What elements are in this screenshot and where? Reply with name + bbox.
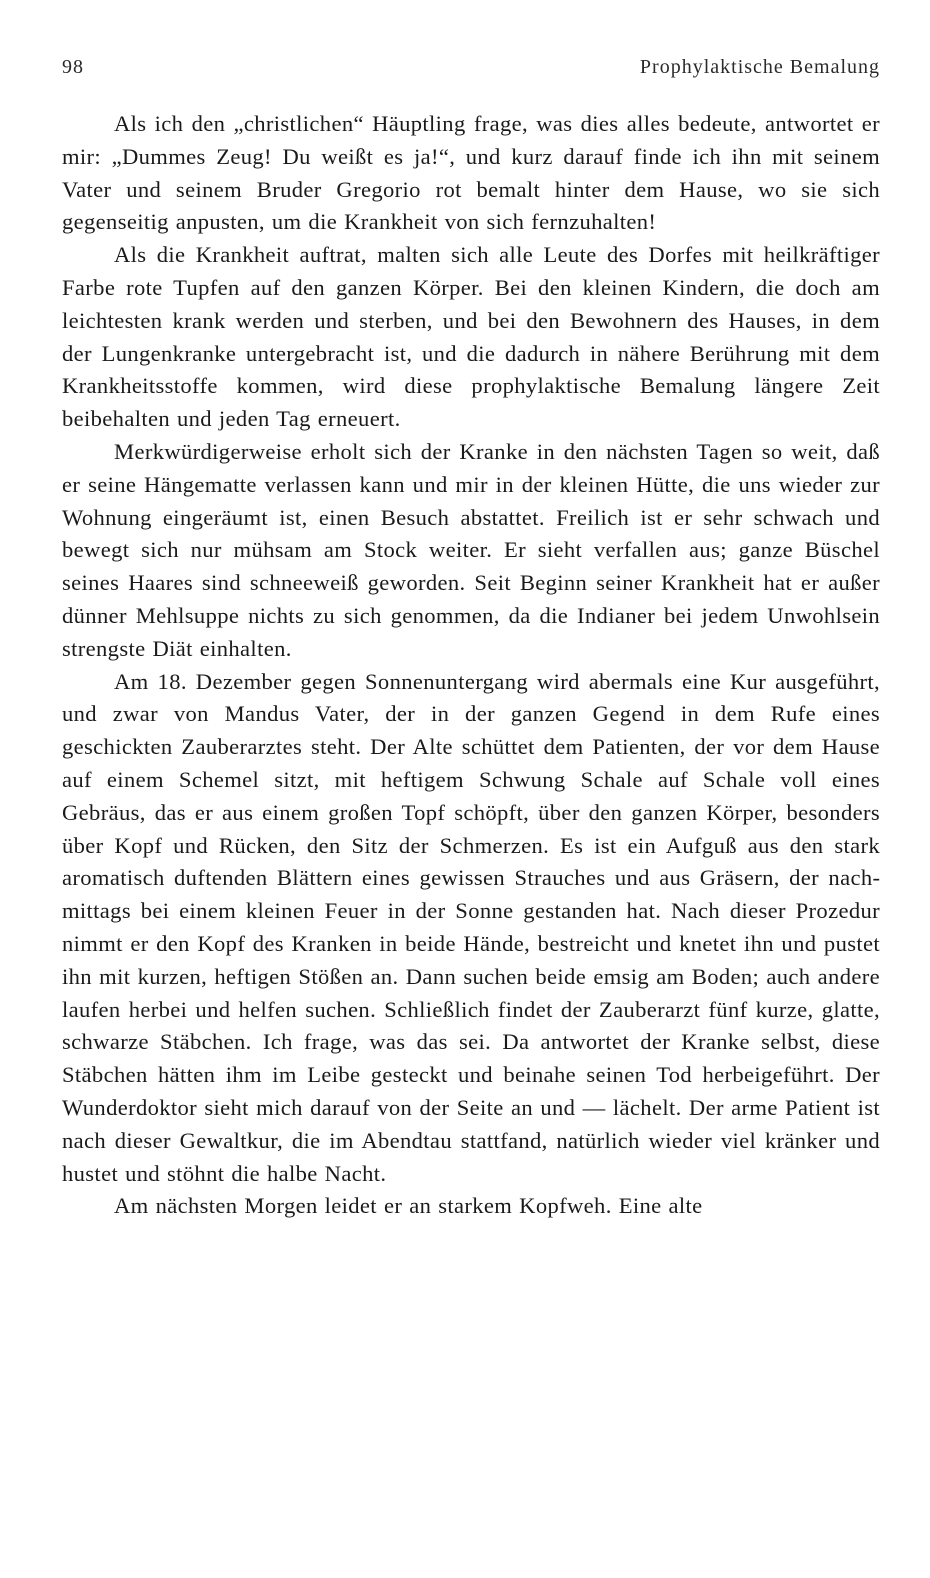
body-text bbox=[62, 108, 880, 1223]
paragraph-3: Merkwürdigerweise erholt sich der Kranke in den nächsten Tagen so weit, daß er seine Hängematte verlassen kann und mir in der kleinen Hütte, die uns wieder zur Wohnung eingeräumt ist, einen Besuch abstattet. Freilich ist er sehr schwach und bewegt sich nur mühsam am Stock weiter. Er sieht verfallen aus; ganze Büschel seines Haares sind schneeweiß geworden. Seit Beginn seiner Krankheit hat er außer dünner Mehlsuppe nichts zu sich genommen, da die Indianer bei jedem Unwohlsein strengste Diät einhalten. bbox=[62, 438, 880, 661]
book-page bbox=[62, 56, 880, 1223]
running-header bbox=[62, 56, 880, 100]
running-title: Prophylaktische Bemalung bbox=[639, 56, 880, 78]
paragraph-5: Am nächsten Morgen leidet er an starkem Kopfweh. Eine alte bbox=[114, 1193, 703, 1219]
paragraph-4: Am 18. Dezember gegen Sonnenuntergang wird abermals eine Kur ausgeführt, und zwar von Mandus Vater, der in der ganzen Gegend in dem Rufe eines geschickten Zauberarztes steht. Der Alte schüttet dem Patienten, der vor dem Hause auf einem Schemel sitzt, mit heftigem Schwung Schale auf Schale voll eines Gebräus, das er aus einem großen Topf schöpft, über den ganzen Körper, besonders über Kopf und Rücken, den Sitz der Schmerzen. Es ist ein Aufguß aus den stark aromatisch duftenden Blättern eines gewissen Strauches und aus Gräsern, der nachmittags bei einem kleinen Feuer in der Sonne gestanden hat. Nach dieser Prozedur nimmt er den Kopf des Kranken in beide Hände, bestreicht und knetet ihn und pustet ihn mit kurzen, heftigen Stößen an. Dann suchen beide emsig am Boden; auch andere laufen herbei und helfen suchen. Schließlich findet der Zauberarzt fünf kurze, glatte, schwarze Stäbchen. Ich frage, was das sei. Da antwortet der Kranke selbst, diese Stäbchen hätten ihm im Leibe gesteckt und beinahe seinen Tod herbeigeführt. Der Wunderdoktor sieht mich darauf von der Seite an und — lächelt. Der arme Patient ist nach dieser Gewaltkur, die im Abendtau stattfand, natürlich wieder viel kränker und hustet und stöhnt die halbe Nacht. bbox=[62, 668, 880, 1186]
page-number: 98 bbox=[62, 56, 84, 78]
paragraph-2: Als die Krankheit auftrat, malten sich alle Leute des Dorfes mit heilkräftiger Farbe rote Tupfen auf den ganzen Körper. Bei den kleinen Kindern, die doch am leichtesten krank werden und sterben, und bei den Bewohnern des Hauses, in dem der Lungenkranke untergebracht ist, und die dadurch in nähere Berührung mit dem Krankheitsstoffe kommen, wird diese prophylaktische Bemalung längere Zeit beibehalten und jeden Tag erneuert. bbox=[62, 242, 880, 432]
paragraph-1: Als ich den „christlichen“ Häuptling frage, was dies alles bedeute, antwortet er mir: „Dummes Zeug! Du weißt es ja!“, und kurz darauf finde ich ihn mit seinem Vater und seinem Bruder Gregorio rot bemalt hinter dem Hause, wo sie sich gegenseitig anpusten, um die Krankheit von sich fernzuhalten! bbox=[62, 111, 880, 235]
